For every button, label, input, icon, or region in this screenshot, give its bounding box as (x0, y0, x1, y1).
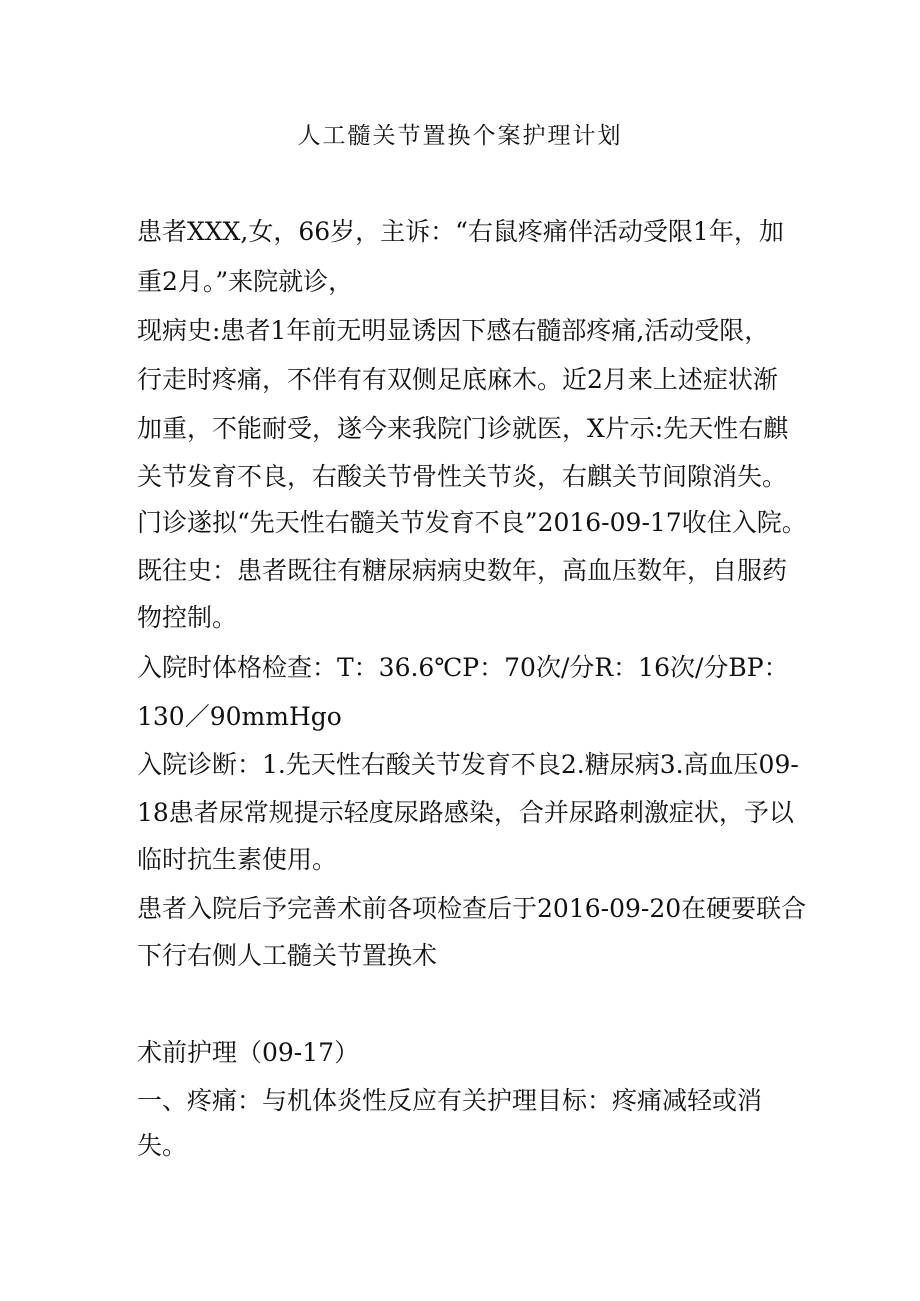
text-line: 关节发育不良，右酸关节骨性关节炎，右麒关节间隙消失。 (137, 462, 788, 491)
text-line: 患者入院后予完善术前各项检查后于2016-09-20在硬要联合 (137, 894, 807, 923)
text-line: 加重，不能耐受，遂今来我院门诊就医，X片示:先天性右麒 (137, 414, 789, 443)
text-line: 门诊遂拟“先天性右髓关节发育不良”2016-09-17收住入院。 (137, 508, 807, 537)
text-line: 现病史:患者1年前无明显诱因下感右髓部疼痛,活动受限， (137, 316, 770, 345)
text-line: 入院时体格检查：T：36.6℃P：70次/分R：16次/分BP： (137, 653, 789, 682)
text-line: 下行右侧人工髓关节置换术 (137, 941, 438, 970)
text-line: 入院诊断：1.先天性右酸关节发育不良2.糖尿病3.高血压09- (137, 750, 799, 779)
text-line: 患者XXX,女，66岁，主诉：“右鼠疼痛伴活动受限1年，加 (137, 217, 784, 246)
text-line: 失。 (137, 1131, 188, 1160)
document-title: 人工髓关节置换个案护理计划 (297, 123, 623, 149)
text-line: 行走时疼痛，不伴有有双侧足底麻木。近2月来上述症状渐 (137, 365, 778, 394)
text-line: 重2月。”来院就诊， (137, 267, 354, 296)
text-line: 既往史：患者既往有糖尿病病史数年，高血压数年，自服药 (137, 556, 788, 585)
text-line: 130／90mmHgo (137, 702, 342, 731)
text-line: 一、疼痛：与机体炎性反应有关护理目标：疼痛减轻或消 (137, 1086, 763, 1115)
text-line: 物控制。 (137, 603, 238, 632)
text-line: 临时抗生素使用。 (137, 845, 338, 874)
section-heading: 术前护理（09-17） (137, 1038, 360, 1067)
text-line: 18患者尿常规提示轻度尿路感染，合并尿路刺激症状，予以 (137, 798, 794, 827)
